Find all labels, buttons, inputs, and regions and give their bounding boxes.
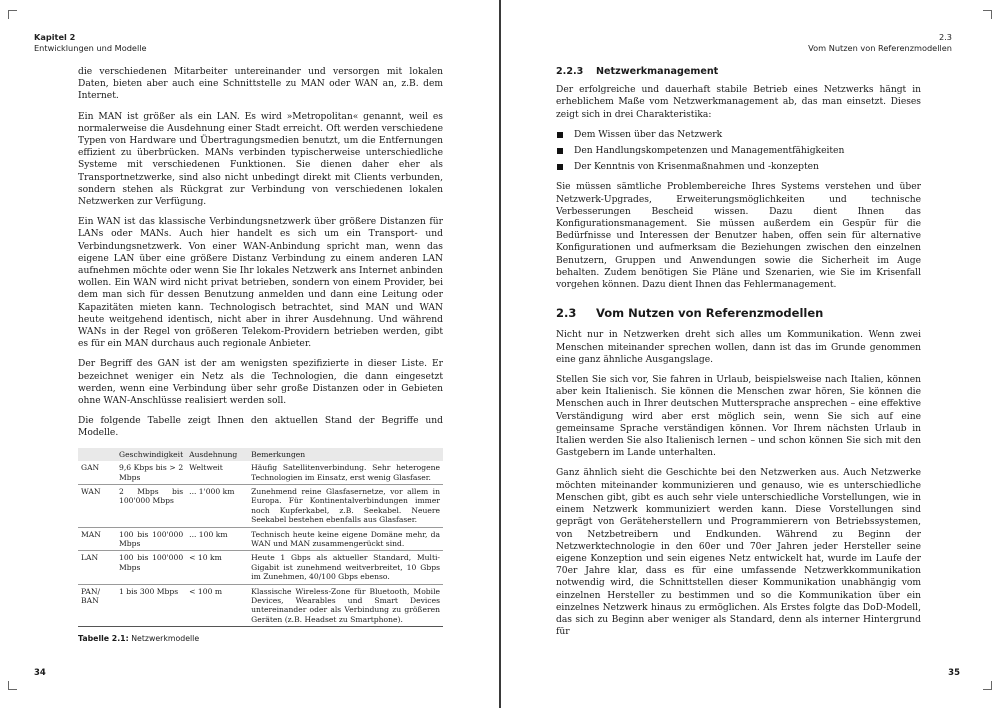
list-item-text: Den Handlungskompetenzen und Managementfähigkeiten	[574, 146, 845, 157]
square-bullet-icon	[557, 148, 563, 154]
square-bullet-icon	[557, 164, 563, 170]
paragraph: Ein MAN ist größer als ein LAN. Es wird »Metropolitan« genannt, weil es normalerweise die Ausdehnung einer Stadt erreicht. Oft werden verschiedene Typen von Hardware und Übertragungsmedien benutzt, um die Entfernungen effizient zu überbrücken. MANs verbinden typischerweise unterschiedliche Systeme mit verschiedenen Funktionen. Sie dienen daher eher als Transportnetzwerke, sind also nicht unbedingt direkt mit Clients verbunden, sondern stehen als Rückgrat zur Verbindung von verschiedenen lokalen Netzwerken zur Verfügung.	[78, 111, 443, 208]
table-header-cell	[78, 448, 116, 461]
section-title: Vom Nutzen von Referenzmodellen	[808, 42, 952, 53]
page-number: 35	[948, 668, 960, 678]
paragraph: Nicht nur in Netzwerken dreht sich alles um Kommunikation. Wenn zwei Menschen miteinander sprechen wollen, dann ist das im Grunde genommen eine ganz ähnliche Ausgangslage.	[556, 330, 921, 365]
page-number: 34	[34, 668, 46, 678]
table-header-row	[78, 448, 443, 461]
list-item	[556, 161, 921, 173]
network-models-table	[78, 448, 443, 628]
chapter-label: Kapitel 2	[34, 32, 76, 42]
running-header-right	[808, 32, 952, 53]
right-page	[501, 0, 1000, 708]
table-cell: < 10 km	[186, 551, 248, 584]
paragraph: die verschiedenen Mitarbeiter untereinander und versorgen mit lokalen Daten, bieten aber auch eine Schnittstelle zu MAN oder WAN an, z.B. dem Internet.	[78, 67, 443, 102]
table-cell: PAN/ BAN	[78, 584, 116, 627]
table-cell: 9,6 Kbps bis > 2 Mbps	[116, 461, 186, 484]
section-number: 2.3	[938, 32, 952, 42]
table-cell: 100 bis 100'000 Mbps	[116, 551, 186, 584]
list-item	[556, 145, 921, 157]
paragraph: Sie müssen sämtliche Problembereiche Ihres Systems verstehen und über Netzwerk-Upgrades, Erweiterungsmöglichkeiten und technische Verbesserungen Bescheid wissen. Dazu dient Ihnen das Konfigurationsmanagement. Sie müssen außerdem ein Gespür für die Bedürfnisse und Interessen der Benutzer haben, offen sein für alternative Konfigurationen und aufmerksam die Beziehungen zwischen den einzelnen Benutzern, Gruppen und Anwendungen sowie die Sicherheit im Auge behalten. Zudem benötigen Sie Pläne und Szenarien, wie Sie im Krisenfall vorgehen können. Dazu dient Ihnen das Fehlermanagement.	[556, 182, 921, 291]
paragraph: Ein WAN ist das klassische Verbindungsnetzwerk über größere Distanzen für LANs oder MANs. Auch hier handelt es sich um ein Transport- und Verbindungsnetzwerk. Von einer WAN-Anbindung spricht man, wenn das eigene LAN über eine größere Distanz Verbindung zu einem anderen LAN aufnehmen möchte oder wenn Sie Ihr lokales Netzwerk ans Internet anbinden wollen. Ein WAN wird nicht privat betrieben, sondern von einem Provider, bei dem man sich für dessen Benutzung anmelden und dann eine Leitung oder Kapazitäten mieten kann. Technologisch betrachtet, sind MAN und WAN heute weitgehend identisch, nicht aber in ihrer Ausdehnung. Und während WANs in der Regel von größeren Telekom-Providern betrieben werden, gibt es für ein MAN durchaus auch regionale Anbieter.	[78, 217, 443, 350]
crop-mark	[983, 10, 992, 19]
left-body	[78, 66, 443, 645]
bullet-list	[556, 129, 921, 174]
table-header-cell: Bemerkungen	[248, 448, 443, 461]
crop-mark	[983, 681, 992, 690]
running-header-left	[34, 32, 147, 53]
table-row	[78, 484, 443, 527]
table-header-cell: Ausdehnung	[186, 448, 248, 461]
list-item	[556, 129, 921, 141]
table-header-cell: Geschwindigkeit	[116, 448, 186, 461]
table-row	[78, 527, 443, 551]
table-cell: WAN	[78, 484, 116, 527]
table-cell: Heute 1 Gbps als aktueller Standard, Multi-Gigabit ist zunehmend weitverbreitet, 10 Gbps im Zunehmen, 40/100 Gbps ebenso.	[248, 551, 443, 584]
table-row	[78, 461, 443, 484]
table-cell: 2 Mbps bis 100'000 Mbps	[116, 484, 186, 527]
square-bullet-icon	[557, 132, 563, 138]
crop-mark	[8, 681, 17, 690]
table-cell: Häufig Satellitenverbindung. Sehr heterogene Technologien im Einsatz, erst wenig Glasfaser.	[248, 461, 443, 484]
paragraph: Die folgende Tabelle zeigt Ihnen den aktuellen Stand der Begriffe und Modelle.	[78, 416, 443, 439]
table-cell: Zunehmend reine Glasfasernetze, vor allem in Europa. Für Kontinentalverbindungen immer noch Kupferkabel, z.B. Seekabel. Neuere Seekabel bestehen ebenfalls aus Glasfaser.	[248, 484, 443, 527]
right-body	[556, 66, 921, 646]
list-item-text: Dem Wissen über das Netzwerk	[574, 129, 723, 140]
crop-mark	[8, 10, 17, 19]
table-cell: MAN	[78, 527, 116, 551]
paragraph: Der Begriff des GAN ist der am wenigsten spezifizierte in dieser Liste. Er bezeichnet weniger ein Netz als die Technologien, die dann eingesetzt werden, wenn eine Verbindung über sehr große Distanzen oder in Gebieten ohne WAN-Anschlüsse realisiert werden soll.	[78, 359, 443, 407]
table-cell: Technisch heute keine eigene Domäne mehr, da WAN und MAN zusammengerückt sind.	[248, 527, 443, 551]
section-heading	[556, 307, 921, 319]
paragraph: Ganz ähnlich sieht die Geschichte bei den Netzwerken aus. Auch Netzwerke möchten miteinander kommunizieren und genauso, wie es unterschiedliche Menschen gibt, gibt es auch sehr viele unterschiedliche Vorstellungen, wie in einem Netzwerk kommuniziert werden kann. Diese Vorstellungen sind geprägt von Geräteherstellern und Programmierern von Betriebssystemen, von Netzbetreibern und Endkunden. Während zu Beginn der Netzwerktechnologie in den 60er und 70er Jahren jeder Hersteller seine eigene Konzeption und sein eigenes Netz entwickelt hat, wurde im Laufe der 70er Jahre klar, dass es für eine umfassende Netzwerkkommunikation notwendig wird, die Schnittstellen dieser Kommunikation unabhängig vom einzelnen Hersteller zu bestimmen und so die Kommunikation über ein einzelnes Netzwerk hinaus zu ermöglichen. Als Erstes folgte das DoD-Modell, das sich zu Beginn aber weniger als Standard, denn als interner Hintergrund für	[556, 468, 921, 638]
subsection-number: 2.2.3	[556, 66, 584, 77]
chapter-title: Entwicklungen und Modelle	[34, 42, 147, 53]
table-caption	[78, 633, 443, 645]
table-cell: < 100 m	[186, 584, 248, 627]
left-page	[0, 0, 499, 708]
table-cell: Weltweit	[186, 461, 248, 484]
table-cell: Klassische Wireless-Zone für Bluetooth, Mobile Devices, Wearables und Smart Devices untereinander oder als Verbindung zu größeren Geräten (z.B. Headset zu Smartphone).	[248, 584, 443, 627]
table-cell: ... 1'000 km	[186, 484, 248, 527]
table-cell: ... 100 km	[186, 527, 248, 551]
caption-label: Tabelle 2.1:	[78, 634, 129, 644]
list-item-text: Der Kenntnis von Krisenmaßnahmen und -konzepten	[574, 162, 819, 173]
paragraph: Der erfolgreiche und dauerhaft stabile Betrieb eines Netzwerks hängt in erheblichem Maße vom Netzwerkmanagement ab, das man einsetzt. Dieses zeigt sich in drei Charakteristika:	[556, 85, 921, 120]
table-cell: 100 bis 100'000 Mbps	[116, 527, 186, 551]
section-heading-title: Vom Nutzen von Referenzmodellen	[596, 306, 824, 321]
caption-text: Netzwerkmodelle	[131, 634, 200, 644]
table-cell: GAN	[78, 461, 116, 484]
subsection-title: Netzwerkmanagement	[596, 66, 719, 77]
subsection-heading	[556, 66, 921, 78]
table-row	[78, 584, 443, 627]
table-cell: 1 bis 300 Mbps	[116, 584, 186, 627]
section-heading-number: 2.3	[556, 306, 577, 321]
table-cell: LAN	[78, 551, 116, 584]
table-row	[78, 551, 443, 584]
paragraph: Stellen Sie sich vor, Sie fahren in Urlaub, beispielsweise nach Italien, können aber kein Italienisch. Sie können die Menschen zwar hören, Sie können die Menschen auch in Ihrer deutschen Muttersprache ansprechen – eine effektive Verständigung wird aber erst möglich sein, wenn Sie sich auf eine gemeinsame Sprache verständigen können. Vor Ihrem nächsten Urlaub in Italien werden Sie also Italienisch lernen – und schon können Sie sich mit den Gastgebern im Lande unterhalten.	[556, 375, 921, 459]
